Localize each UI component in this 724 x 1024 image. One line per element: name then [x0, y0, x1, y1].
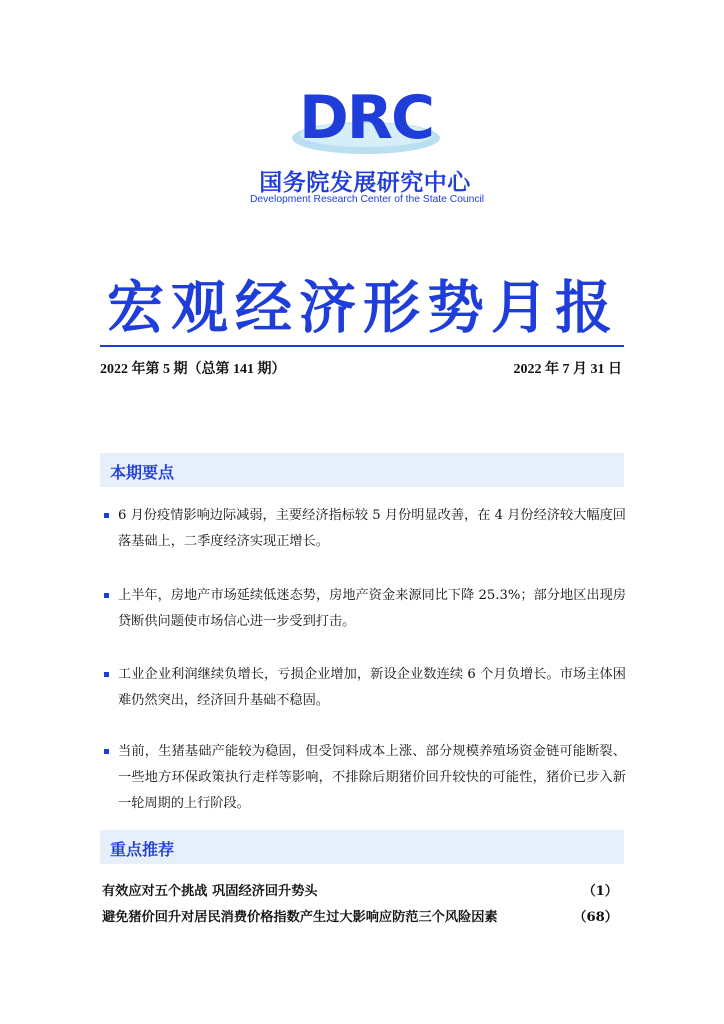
report-title: 宏观经济形势月报 — [107, 275, 619, 341]
recommended-page: （68） — [573, 910, 618, 925]
highlight-text: 工业企业利润继续负增长，亏损企业增加，新设企业数连续 6 个月负增长。市场主体困难仍然突出，经济回升基础不稳固。 — [118, 667, 626, 708]
title-divider — [100, 345, 624, 347]
issue-date: 2022 年 7 月 31 日 — [513, 362, 622, 377]
bullet-icon — [104, 593, 109, 598]
bullet-icon — [104, 749, 109, 754]
recommended-page: （1） — [582, 884, 618, 899]
drc-logo — [250, 80, 485, 210]
bullet-icon — [104, 672, 109, 677]
drc-logo-mark — [286, 80, 446, 160]
drc-logo-text: DRC — [298, 83, 434, 153]
recommended-heading: 重点推荐 — [110, 840, 175, 859]
org-name-en: Development Research Center of the State Council — [250, 194, 485, 205]
highlight-text: 上半年，房地产市场延续低迷态势，房地产资金来源同比下降 25.3%；部分地区出现房贷断供问题使市场信心进一步受到打击。 — [118, 588, 626, 629]
highlight-text: 6 月份疫情影响边际减弱，主要经济指标较 5 月份明显改善，在 4 月份经济较大幅度回落基础上，二季度经济实现正增长。 — [118, 508, 626, 549]
highlights-header — [100, 453, 624, 487]
bullet-icon — [104, 513, 109, 518]
org-name-cn: 国务院发展研究中心 — [259, 170, 471, 196]
highlights-heading: 本期要点 — [110, 463, 175, 482]
recommended-header — [100, 830, 624, 864]
recommended-item[interactable] — [100, 880, 624, 902]
recommended-title[interactable]: 有效应对五个挑战 巩固经济回升势头 — [102, 884, 318, 899]
issue-number: 2022 年第 5 期（总第 141 期） — [100, 362, 286, 377]
recommended-item[interactable] — [100, 906, 624, 928]
highlight-text: 当前，生猪基础产能较为稳固，但受饲料成本上涨、部分规模养殖场资金链可能断裂、一些地方环保政策执行走样等影响，不排除后期猪价回升较快的可能性，猪价已步入新一轮周期的上行阶段。 — [118, 744, 626, 811]
recommended-title[interactable]: 避免猪价回升对居民消费价格指数产生过大影响应防范三个风险因素 — [102, 910, 498, 925]
